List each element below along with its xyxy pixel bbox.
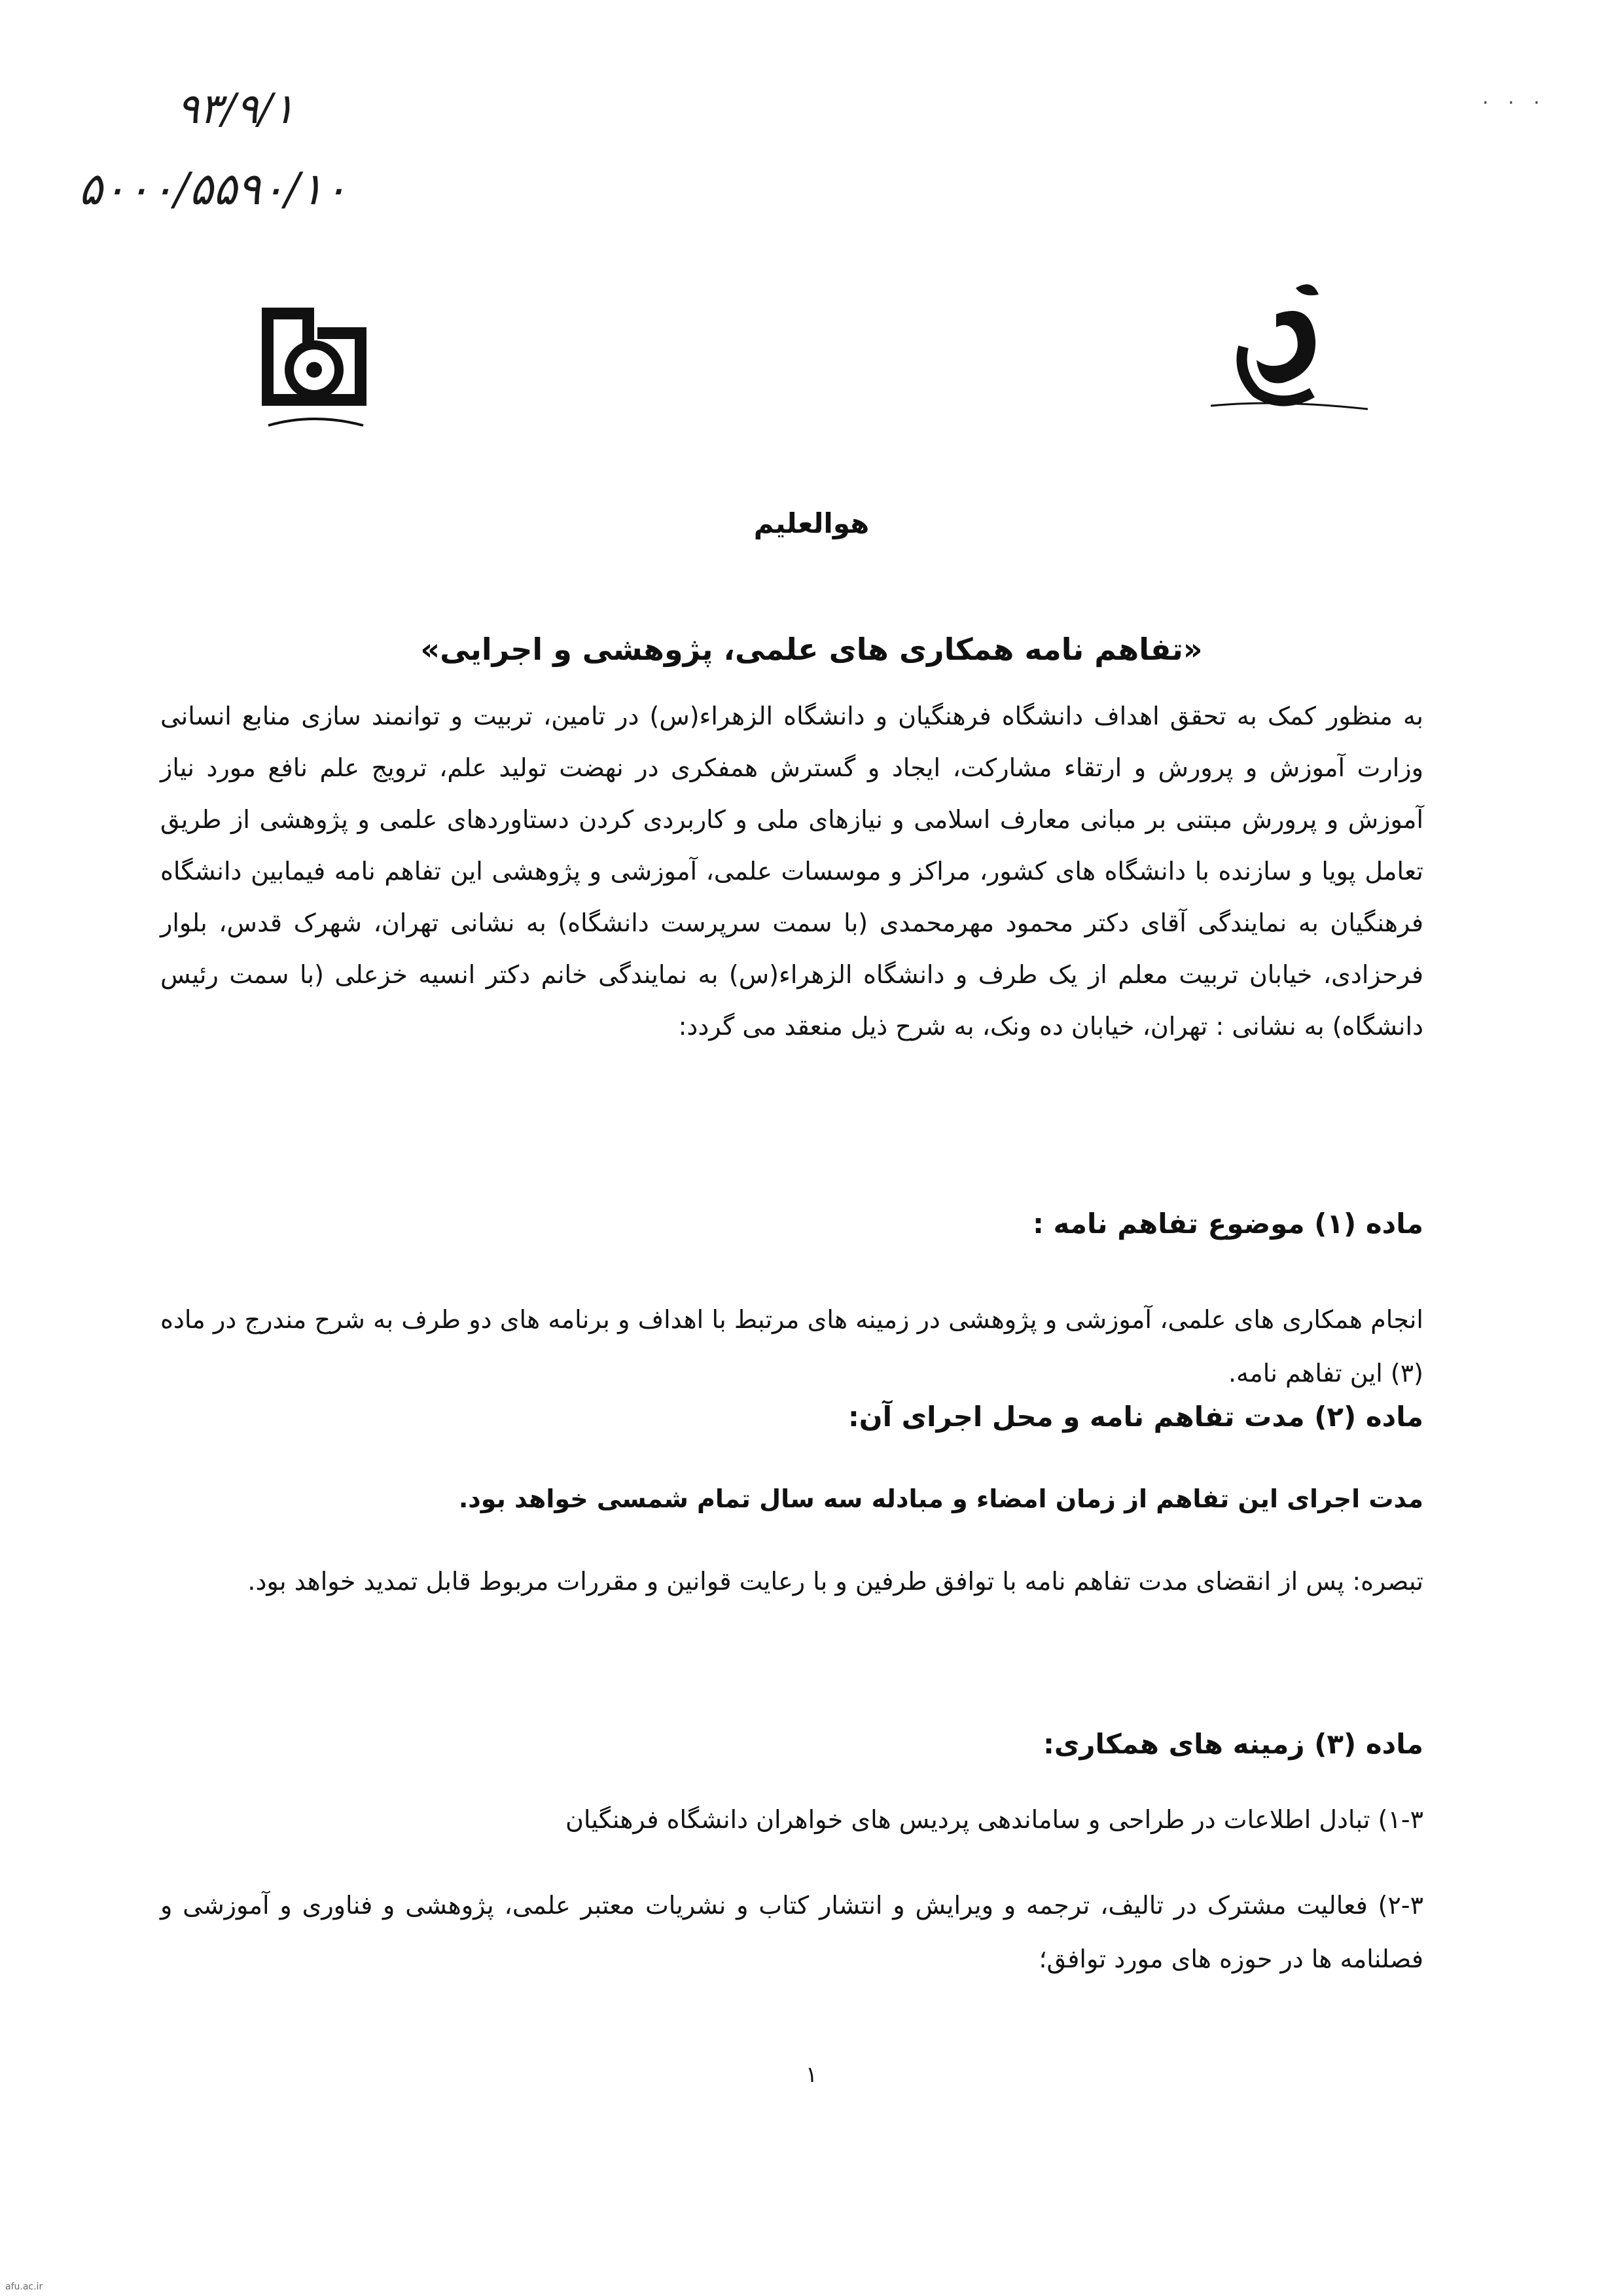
corner-marks: · · ·: [1482, 92, 1546, 115]
article-1-body: انجام همکاری های علمی، آموزشی و پژوهشی در زمینه های مرتبط با اهداف و برنامه های دو طرف به شرح مندرج در ماده (۳) این تفاهم نامه.: [160, 1305, 1423, 1388]
handwritten-date: ۹۳/۹/۱: [177, 85, 295, 134]
farhangian-university-logo: [249, 301, 380, 439]
page-heading: هوالعلیم: [753, 507, 870, 539]
article-1-title: ماده (۱) موضوع تفاهم نامه :: [1033, 1208, 1423, 1240]
document-title: «تفاهم نامه همکاری های علمی، پژوهشی و اجرایی»: [420, 632, 1203, 667]
article-2-body: مدت اجرای این تفاهم از زمان امضاء و مبادله سه سال تمام شمسی خواهد بود.: [458, 1484, 1423, 1513]
page-number: ۱: [805, 2062, 818, 2088]
article-3-item: ۱-۳) تبادل اطلاعات در طراحی و ساماندهی پردیس های خواهران دانشگاه فرهنگیان: [565, 1805, 1423, 1834]
article-2-title: ماده (۲) مدت تفاهم نامه و محل اجرای آن:: [847, 1401, 1423, 1433]
intro-paragraph: به منظور کمک به تحقق اهداف دانشگاه فرهنگیان و دانشگاه الزهراء(س) در تامین، تربیت و توانمند سازی منابع انسانی وزارت آموزش و پرورش و ارتقاء مشارکت، ایجاد و گسترش همفکری در نهضت تولید علم، ترویج علم نافع مورد نیاز آموزش و پرورش مبتنی بر مبانی معارف اسلامی و نیازهای ملی و کاربردی کردن دستاوردهای علمی و پژوهشی از طریق تعامل پویا و سازنده با دانشگاه های کشور، مراکز و موسسات علمی، آموزشی و پژوهشی این تفاهم نامه فیمابین دانشگاه فرهنگیان به نمایندگی آقای دکتر محمود مهرمحمدی (با سمت سرپرست دانشگاه) به نشانی تهران، شهرک قدس، بلوار فرحزادی، خیابان تربیت معلم از یک طرف و دانشگاه الزهراء(س) به نمایندگی خانم دکتر انسیه خزعلی (با سمت رئیس دانشگاه) به نشانی : تهران، خیابان ده ونک، به شرح ذیل منعقد می گردد:: [160, 702, 1423, 1041]
handwritten-reference-number: ۵۰۰۰/۵۵۹۰/۱۰: [79, 164, 348, 215]
article-3-title: ماده (۳) زمینه های همکاری:: [1043, 1728, 1423, 1760]
alzahra-university-logo: [1198, 275, 1381, 425]
article-2-note: تبصره: پس از انقضای مدت تفاهم نامه با توافق طرفین و با رعایت قوانین و مقررات مربوط قابل تمدید خواهد بود.: [247, 1567, 1423, 1596]
footer-watermark: afu.ac.ir: [5, 2282, 43, 2292]
article-3-item: ۲-۳) فعالیت مشترک در تالیف، ترجمه و ویرایش و انتشار کتاب و نشریات معتبر علمی، پژوهشی و فناوری و آموزشی و فصلنامه ها در حوزه های مورد توافق؛: [160, 1891, 1423, 1973]
